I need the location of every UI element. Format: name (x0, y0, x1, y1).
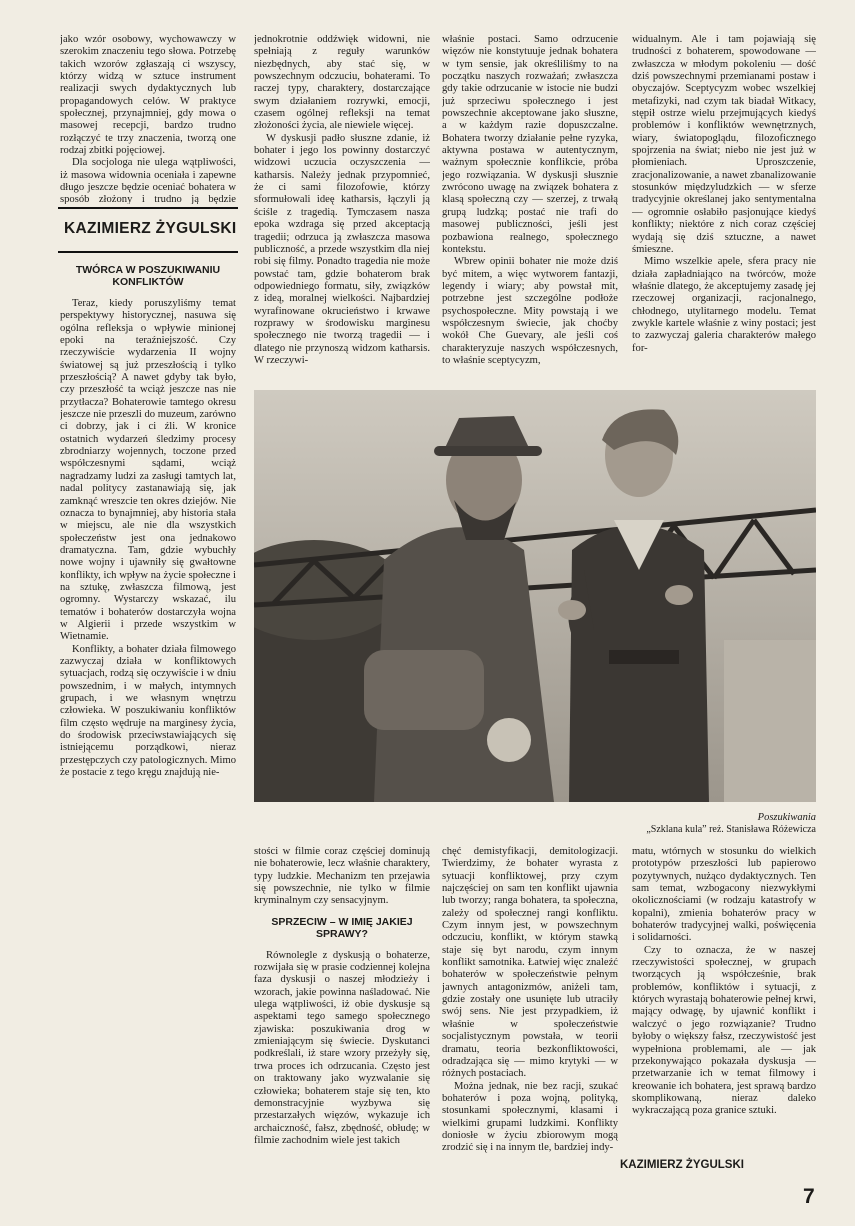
section-heading: SPRZECIW – W IMIĘ JAKIEJ SPRAWY? (271, 915, 413, 940)
paragraph: matu, wtórnych w stosunku do wielkich prototypów przeszłości lub papierowo pozytywnych, nużąco dydaktycznych. Ten sam temat, wzbogacony niezwykłymi okolicznościami (w rodzaju katastrofy w kopalni), zmienia bohaterów pracy w bohaterów tradycyjnej walki, poświęcenia i solidarności. (632, 846, 816, 944)
column-2-upper (254, 34, 430, 379)
column-1-lower (60, 256, 236, 1170)
column-4-upper (632, 34, 816, 379)
author-name: KAZIMIERZ ŻYGULSKI (64, 220, 237, 237)
paragraph: stości w filmie coraz częściej dominują nie bohaterowie, lecz właśnie charaktery, typy ludzkie. Mechanizm ten przejawia się powszechnie, nie tylko w filmie kryminalnym czy sensacyjnym. (254, 846, 430, 907)
paragraph: Równolegle z dyskusją o bohaterze, rozwijała się w prasie codziennej kolejna faza dyskusji o naszej młodzieży i wzorach, jakie powinna naśladować. Nie ulega wątpliwości, iż obie dyskusje są aspektami tego samego społecznego zjawiska: poszukiwania drog w zmieniającym się świecie. Dyskutanci podkreślali, iż stare wzory przeżyły się, trwa proces ich odrzucania. Często jest on traktowany jako wyzwalanie się człowieka; bohaterem staje się ten, kto demonstracyjnie wyzbywa się przestarzałych więzów, wykazuje ich archaiczność, fałsz, zbędność, obłudę; w filmie zachodnim wiele jest takich (254, 949, 430, 1146)
section-heading: TWÓRCA W POSZUKIWANIU KONFLIKTÓW (75, 264, 221, 288)
column-2-lower (254, 846, 430, 1178)
paragraph: Teraz, kiedy poruszyliśmy temat perspektywy historycznej, nasuwa się ogólna refleksja o wpływie minionej epoki na teraźniejszość. Czy rzeczywiście wydarzenia II wojny światowej są już przeszłością i tylko przeszłością? A nawet gdyby tak było, czy przeszłość ta wciąż jeszcze nas nie przytłacza? Bohaterowie tamtego okresu jeszcze nie przeszli do muzeum, zarówno ci dobrzy, jak i ci źli. W kronice ostatnich wydarzeń śledzimy procesy zbrodniarzy wojennych, toczone przed współczesnymi sądami, wciąż nagradzamy ludzi za zasługi tamtych lat, nadal politycy zastanawiają się, jak zamknąć wreszcie ten okres dziejów. Nie oznacza to bynajmniej, aby historia stała w miejscu, ale nie dla wszystkich społeczeństw jest ona jednakowo dramatyczna. Tam, gdzie wybuchły nowe wojny i ujawniły się gwałtowne konflikty, ich wpływ na życie społeczne i na sztukę, zwłaszcza filmową, jest ogromny. Wystarczy wskazać, ilu tematów i bohaterów dostarczyła wojna w Algierii i przede wszystkim w Wietnamie. (60, 298, 236, 643)
author-header (58, 207, 238, 253)
caption-title: Poszukiwania (757, 812, 816, 823)
column-3-lower (442, 846, 618, 1178)
photo-caption (254, 812, 816, 836)
paragraph: Konflikty, a bohater działa filmowego zazwyczaj działa w konfliktowych sytuacjach, rodzą się oczywiście i w dniu powszednim, i w małych, intymnych grupach, i we własnym wnętrzu człowieka. W poszukiwaniu konfliktów film często wędruje na marginesy życia, do środowisk przeciwstawiających się istniejącemu porządkowi, nieraz przestępczych czy patologicznych. Mimo że postacie z tego kręgu znajdują nie- (60, 643, 236, 779)
paragraph: Dla socjologa nie ulega wątpliwości, iż masowa widownia oceniała i zapewne długo jeszcze będzie oceniać bohatera w sposób złożony i trudno ją będzie (60, 157, 236, 204)
page-number: 7 (803, 1185, 815, 1208)
paragraph: jako wzór osobowy, wychowawczy w szerokim znaczeniu tego słowa. Potrzebę takich wzorów zgłaszają ci wszyscy, którzy widzą w sztuce instrument realizacji swych dydaktycznych lub propagandowych celów. W praktyce społecznej, przynajmniej, gdy mowa o masowej recepcji, bardzo trudno rozłączyć te trzy znaczenia, tworzą one rodzaj zbitki pojęciowej. (60, 34, 236, 157)
paragraph: jednokrotnie oddźwięk widowni, nie spełniają z reguły warunków niezbędnych, aby stać się, w powszechnym odczuciu, bohaterami. To raczej typy, charaktery, dostarczające swym działaniem rozrywki, emocji, czasem ogólnej refleksji na temat złożoności życia, ale niewiele więcej. (254, 34, 430, 132)
photo-illustration (254, 390, 816, 802)
film-still-photo (254, 390, 816, 802)
author-signature: KAZIMIERZ ŻYGULSKI (620, 1159, 744, 1171)
paragraph: Mimo wszelkie apele, sfera pracy nie działa zapładniająco na twórców, może właśnie dlatego, że akceptujemy zasadę jej rzeczowej organizacji, racjonalnego, chłodnego, utylitarnego modelu. Temat zwykle kartele właśnie z winy postaci; jest to zazwyczaj galeria charakterów małego for- (632, 256, 816, 354)
paragraph: Wbrew opinii bohater nie może dziś być mitem, a więc wytworem fantazji, legendy i wiary; aby powstał mit, potrzebne jest szczególne podłoże psychospołeczne. Mity powstają i we współczesnym świecie, jak choćby wokół Che Guevary, ale jeśli coś charakteryzuje naszych współczesnych, to właśnie sceptycyzm, (442, 256, 618, 366)
paragraph: Czy to oznacza, że w naszej rzeczywistości społecznej, w grupach tworzących ją współcześnie, brak problemów, konfliktów i sytuacji, z których wyrastają bohaterowie pełnej krwi, mający odwagę, by ujawnić konflikt i walczyć o jego rozwiązanie? Trudno byłoby o większy fałsz, rzeczywistość jest wypełniona problemami, ale — jak przekonywająco pokazała dyskusja — przetwarzanie ich w temat filmowy i kreowanie ich bohatera, jest sprawą bardzo skomplikowaną, nieraz daleko wykraczającą poza granice sztuki. (632, 944, 816, 1117)
column-1-upper (60, 34, 236, 204)
column-3-upper (442, 34, 618, 379)
paragraph: W dyskusji padło słuszne zdanie, iż bohater i jego los powinny dostarczyć widzowi uczucia oczyszczenia — katharsis. Należy jednak przypomnieć, że ci sami filozofowie, którzy sformułowali ideę katharsis, łączyli ją ściśle z tragedią. Tymczasem nasza epoka wzdraga się przed akceptacją tragedii; odrzuca ją zwłaszcza masowa publiczność, a przede wszystkim dla niej robi się filmy. Ponadto tragedia nie może powstać tam, gdzie bohaterom brak odpowiedniego formatu, siły, związków z ideą, moralnej wielkości. Najbardziej wyrafinowane okrucieństwo i krwawe rozprawy w środowisku marginesu społecznego nie tworzą tragedii — i dlatego nie przynoszą widzom katharsis. W rzeczywi- (254, 132, 430, 366)
paragraph: widualnym. Ale i tam pojawiają się trudności z bohaterem, spowodowane — zwłaszcza w młodym pokoleniu — dość dziś powszechnymi przemianami postaw i obyczajów. Sceptycyzm wobec wszelkiej metafizyki, nad czym tak biadał Witkacy, stępił ostrze wielu przejmujących kiedyś problemów i konfliktów wewnętrznych, wiary, światopoglądu, filozoficznego spojrzenia na świat; niebo nie jest już w płomieniach. Uproszczenie, zracjonalizowanie, a nawet zbanalizowanie stosunków międzyludzkich — w sferze tradycyjnie określanej jako sentymentalna — ogromnie osłabiło pasjonujące kiedyś konflikty; niektóre z nich coraz częściej wydają się dziś sztuczne, a nawet śmieszne. (632, 34, 816, 255)
column-4-lower (632, 846, 816, 1152)
paragraph: chęć demistyfikacji, demitologizacji. Twierdzimy, że bohater wyrasta z sytuacji konfliktowej, przy czym najczęściej on sam ten konflikt ujawnia lub tworzy; ranga bohatera, ta społeczna, zależy od społecznej rangi konfliktu. Czym innym jest, w powszechnym odczuciu, konflikt, w którym stawką staje się byt narodu, czym innym konflikt samotnika. Łatwiej więc znaleźć bohaterów w społeczeństwie pełnym jawnych antagonizmów, aniżeli tam, gdzie zostały one usunięte lub utraciły swój sens. Nie jest przypadkiem, iż właśnie w społeczeństwie socjalistycznym powstała, w teorii dramatu, teoria bezkonfliktowości, odradzająca się — mimo krytyki — w różnych postaciach. (442, 846, 618, 1080)
paragraph: Można jednak, nie bez racji, szukać bohaterów i poza wojną, polityką, stosunkami społecznymi, klasami i wielkimi grupami ludzkimi. Konflikty doniosłe w życiu zbiorowym mogą zrodzić się i na innym tle, bardziej indy- (442, 1080, 618, 1154)
caption-credit: „Szklana kula” reż. Stanisława Różewicza (646, 824, 816, 835)
paragraph: właśnie postaci. Samo odrzucenie więzów nie konstytuuje jednak bohatera w tym sensie, jak określiliśmy to na początku naszych rozważań; zwłaszcza gdy takie odrzucanie w istocie nie budzi już sprzeciwu społecznego i jest powszechnie akceptowane jako słuszne, a w każdym razie dopuszczalne. Bohatera tworzy działanie pełne ryzyka, aktywna postawa w autentycznym, ważnym społecznie konflikcie, próba jego rozwiązania. W dyskusji słusznie zwrócono uwagę na związek bohatera z klasą społeczną czy — szerzej, z trwałą grupą ludzką; postać nie trafi do masowej publiczności, jeśli jest pozbawiona realnego, społecznego kontekstu. (442, 34, 618, 255)
